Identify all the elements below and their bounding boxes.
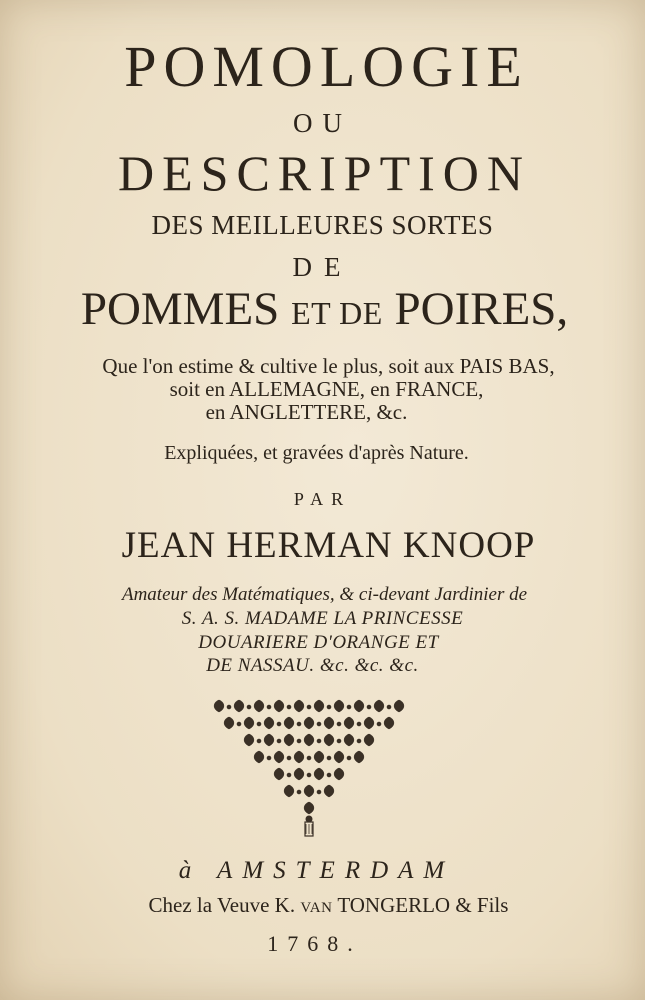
subtitle-et-de: ET DE xyxy=(291,295,383,331)
author-title-line-3: DOUARIERE D'ORANGE ET xyxy=(198,632,439,653)
connector-de: DE xyxy=(292,252,353,282)
author-title-line-2: S. A. S. MADAME LA PRINCESSE xyxy=(181,608,464,629)
subtitle-line-sortes: DES MEILLEURES SORTES xyxy=(151,210,494,240)
description-line-1: Que l'on estime & cultive le plus, soit aux PAIS BAS, xyxy=(102,354,555,378)
imprint-city: à AMSTERDAM xyxy=(178,857,455,884)
author-name: JEAN HERMAN KNOOP xyxy=(121,525,536,566)
title-line-pomologie: POMOLOGIE xyxy=(124,34,529,99)
description-line-3: en ANGLETTERE, &c. xyxy=(205,400,408,424)
imprint-publisher-van: VAN xyxy=(300,900,333,916)
description-line-2: soit en ALLEMAGNE, en FRANCE, xyxy=(169,377,484,401)
floral-triangle-ornament-icon xyxy=(197,694,421,846)
connector-ou: OU xyxy=(293,108,352,138)
subtitle-poires: POIRES, xyxy=(394,283,569,335)
imprint-year: 1768. xyxy=(267,931,362,956)
par-label: PAR xyxy=(293,489,352,509)
imprint-publisher-tongerlo: TONGERLO & Fils xyxy=(337,893,509,917)
title-line-description: DESCRIPTION xyxy=(117,145,532,201)
imprint-publisher xyxy=(6,895,645,916)
author-title-line-4: DE NASSAU. &c. &c. &c. xyxy=(206,655,419,676)
author-title-line-1: Amateur des Matématiques, & ci-devant Jardinier de xyxy=(121,584,528,605)
explanation-line: Expliquées, et gravées d'après Nature. xyxy=(164,442,469,464)
imprint-publisher-a: Chez la Veuve K. xyxy=(148,893,296,917)
subtitle-pommes: POMMES xyxy=(80,283,280,335)
subtitle-main xyxy=(2,283,645,335)
